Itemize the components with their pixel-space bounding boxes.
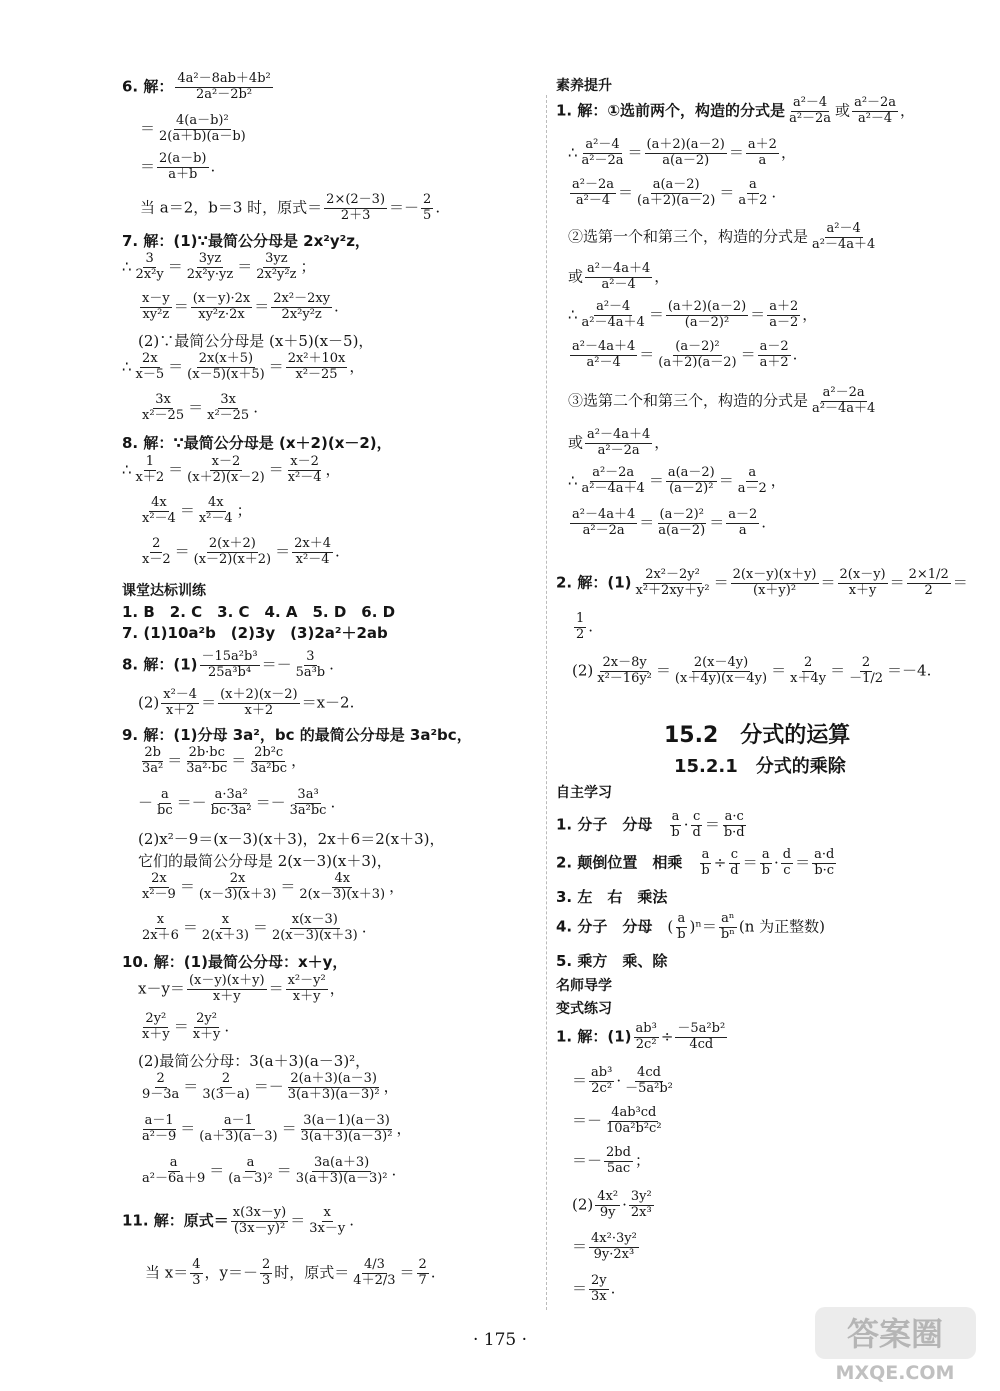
problem-6-line-2: ＝ $\frac{\text{4(a－b)²}}{2(a+b)(a-b)}$ [140, 113, 246, 144]
problem-9-line-2: $\frac{2b}{\text{3a²}}$ ＝ $\frac{2b\cdot bc}{\text{3a²·bc}}$ ＝ $\frac{\text{2b²c}}{\text{3a²bc}}$ ， [142, 745, 307, 776]
problem-6-line-4: 当 a＝2，b＝3 时，原式＝ $\frac{2\times(2-3)}{2+3}$ ＝－ $\frac{2}{5}$ . [140, 192, 441, 223]
problem-8-line-3: $\frac{4x}{\text{x²－4}}$ ＝ $\frac{4x}{\text{x²－4}}$ ； [142, 495, 252, 526]
problem-7-line-2: ∴ $\frac{3}{\text{2x²y}}$ ＝ $\frac{3yz}{\text{2x²y·yz}}$ ＝ $\frac{3yz}{\text{2x²y²z}}$ ； [122, 251, 316, 282]
self-study-1: 1. 分子 分母 $\frac{a}{b}$ · $\frac{c}{d}$ ＝ $\frac{a\cdot c}{b\cdot d}$ [556, 809, 745, 840]
q1-line-5: 或 $\frac{\text{a²－4a＋4}}{\text{a²－4}}$ ， [568, 261, 670, 292]
problem-7-line-6: $\frac{3x}{\text{x²－25}}$ ＝ $\frac{3x}{\text{x²－25}}$ . [142, 392, 258, 423]
section-heading-classroom: 课堂达标训练 [122, 583, 206, 599]
problem-7-line-3: $\frac{x-y}{\text{xy²z}}$ ＝ $\frac{(x-y)\cdot 2x}{\text{xy²z·2x}}$ ＝ $\frac{\text{2x²－2xy}}{\text{2x²y²z}}$ . [142, 291, 339, 322]
problem-10-line-3: $\frac{\text{2y²}}{x+y}$ ＝ $\frac{\text{2y²}}{x+y}$ . [142, 1011, 230, 1042]
problem-8-line-1: 8. 解：∵最简公分母是 (x＋2)(x－2)， [122, 434, 392, 452]
problem-7-line-4: (2)∵最简公分母是 (x＋5)(x－5)， [138, 332, 374, 350]
problem-10-line-7: $\frac{a}{\text{a²－6a＋9}}$ ＝ $\frac{a}{\text{(a－3)²}}$ ＝ $\frac{3a(a+3)}{\text{3(a＋3)(a－3)²}}$ . [142, 1155, 397, 1186]
q1-line-3: $\frac{\text{a²－2a}}{\text{a²－4}}$ ＝ $\frac{a(a-2)}{(a+2)(a-2)}$ ＝ $\frac{a}{a+2}$ . [572, 177, 777, 208]
variant-1-line-5: (2) $\frac{\text{4x²}}{9y}$ · $\frac{\text{3y²}}{\text{2x³}}$ [572, 1189, 652, 1220]
problem-10-line-5: $\frac{2}{9-3a}$ ＝ $\frac{2}{3(3-a)}$ ＝－ $\frac{2(a+3)(a-3)}{\text{3(a＋3)(a－3)²}}$ ， [142, 1071, 399, 1102]
q1-line-11: $\frac{\text{a²－4a＋4}}{\text{a²－2a}}$ ＝ $\frac{\text{(a－2)²}}{a(a-2)}$ ＝ $\frac{a-2}{a}$ . [572, 507, 767, 538]
fraction: $\frac{\text{4a²－8ab＋4b²}}{\text{2a²－2b²}}$ [177, 71, 271, 102]
problem-8-line-2: ∴ $\frac{1}{x+2}$ ＝ $\frac{x-2}{(x+2)(x-2)}$ ＝ $\frac{x-2}{\text{x²－4}}$ ， [122, 454, 341, 485]
section-heading-literacy: 素养提升 [556, 78, 612, 94]
problem-6-line-1: 6. 解： $\frac{\text{4a²－8ab＋4b²}}{\text{2a²－2b²}}$ [122, 71, 271, 102]
q1-line-1: 1. 解：①选前两个，构造的分式是 $\frac{\text{a²－4}}{\text{a²－2a}}$ 或 $\frac{\text{a²－2a}}{\text{a²－4}}$ ， [556, 95, 916, 126]
page-number: · 175 · [472, 1330, 528, 1350]
q1-line-9: 或 $\frac{\text{a²－4a＋4}}{\text{a²－2a}}$ ， [568, 427, 670, 458]
q1-line-4: ②选第一个和第三个，构造的分式是 $\frac{\text{a²－4}}{\text{a²－4a＋4}}$ [568, 221, 876, 252]
q2-line-3: (2) $\frac{2x-8y}{\text{x²－16y²}}$ ＝ $\frac{2(x-4y)}{(x+4y)(x-4y)}$ ＝ $\frac{2}{x+4y}$ ＝ $\frac{2}{-1/2}$ ＝－4. [572, 655, 932, 686]
section-heading-self-study: 自主学习 [556, 785, 612, 801]
fraction: $\frac{\text{4(a－b)²}}{2(a+b)(a-b)}$ [159, 113, 246, 144]
self-study-4: 4. 分子 分母 ( $\frac{a}{b}$ )ⁿ＝ $\frac{\text{aⁿ}}{\text{bⁿ}}$ (n 为正整数) [556, 911, 825, 942]
problem-8-line-4: $\frac{2}{x-2}$ ＝ $\frac{2(x+2)}{(x-2)(x+2)}$ ＝ $\frac{2x+4}{\text{x²－4}}$ . [142, 536, 340, 567]
variant-1-line-2: ＝ $\frac{\text{ab³}}{\text{2c²}}$ · $\frac{4cd}{\text{－5a²b²}}$ [572, 1065, 673, 1096]
q1-line-8: ③选第二个和第三个，构造的分式是 $\frac{\text{a²－2a}}{\text{a²－4a＋4}}$ [568, 385, 876, 416]
problem-9-line-7: $\frac{x}{2x+6}$ ＝ $\frac{x}{2(x+3)}$ ＝ $\frac{x(x-3)}{2(x-3)(x+3)}$ . [142, 912, 367, 943]
problem-10-line-4: (2)最简公分母：3(a＋3)(a－3)²， [138, 1052, 371, 1070]
q1-line-2: ∴ $\frac{\text{a²－4}}{\text{a²－2a}}$ ＝ $\frac{(a+2)(a-2)}{a(a-2)}$ ＝ $\frac{a+2}{a}$ ， [568, 137, 796, 168]
variant-1-line-4: ＝－ $\frac{2bd}{5ac}$ ； [572, 1145, 650, 1176]
problem-7-line-5: ∴ $\frac{2x}{x-5}$ ＝ $\frac{2x(x+5)}{(x-5)(x+5)}$ ＝ $\frac{\text{2x²＋10x}}{\text{x²－25}}$ ， [122, 351, 365, 382]
subsection-title: 15.2.1 分式的乘除 [674, 756, 846, 777]
variant-1-line-1: 1. 解：(1) $\frac{\text{ab³}}{\text{2c²}}$ ÷ $\frac{\text{－5a²b²}}{4cd}$ [556, 1021, 726, 1052]
variant-1-line-7: ＝ $\frac{2y}{3x}$ . [572, 1273, 616, 1304]
variant-1-line-6: ＝ $\frac{\text{4x²·3y²}}{\text{9y·2x³}}$ [572, 1231, 637, 1262]
watermark-logo [813, 1305, 978, 1385]
column-divider [546, 95, 547, 1310]
problem-10-line-6: $\frac{a-1}{\text{a²－9}}$ ＝ $\frac{a-1}{(a+3)(a-3)}$ ＝ $\frac{3(a-1)(a-3)}{\text{3(a＋3)(a－3)²}}$ ， [142, 1113, 412, 1144]
problem-9-line-6: $\frac{2x}{\text{x²－9}}$ ＝ $\frac{2x}{(x-3)(x+3)}$ ＝ $\frac{4x}{2(x-3)(x+3)}$ ， [142, 871, 405, 902]
section-heading-variant-practice: 变式练习 [556, 1001, 612, 1017]
q1-line-10: ∴ $\frac{\text{a²－2a}}{\text{a²－4a＋4}}$ ＝ $\frac{a(a-2)}{\text{(a－2)²}}$ ＝ $\frac{a}{a-2}$ ， [568, 465, 786, 496]
answers-1-6: 1. B 2. C 3. C 4. A 5. D 6. D [122, 603, 396, 621]
answers-7: 7. (1)10a²b (2)3y (3)2a²＋2ab [122, 624, 388, 642]
problem-9-line-1: 9. 解：(1)分母 3a²，bc 的最简公分母是 3a²bc， [122, 726, 472, 744]
watermark-top-text: 答案圈 [846, 1315, 944, 1353]
problem-9-line-5: 它们的最简公分母是 2(x－3)(x＋3)， [138, 852, 392, 870]
problem-8b-line-2: (2) $\frac{\text{x²－4}}{x+2}$ ＝ $\frac{(x+2)(x-2)}{x+2}$ ＝x－2. [138, 687, 355, 718]
problem-9-line-3: － $\frac{a}{bc}$ ＝－ $\frac{\text{a·3a²}}{\text{bc·3a²}}$ ＝－ $\frac{\text{3a³}}{\text{3a²bc}}$ . [138, 787, 336, 818]
problem-10-line-1: 10. 解：(1)最简公分母：x＋y， [122, 953, 348, 971]
self-study-2: 2. 颠倒位置 相乘 $\frac{a}{b}$ ÷ $\frac{c}{d}$ ＝ $\frac{a}{b}$ · $\frac{d}{c}$ ＝ $\frac{a\cdot d}{b\cdot c}$ [556, 847, 835, 878]
fraction: $\frac{2(a-b)}{a+b}$ [159, 151, 207, 182]
q2-line-2: $\frac{1}{2}$ . [576, 611, 594, 642]
problem-8b-line-1: 8. 解：(1) $\frac{\text{－15a²b³}}{\text{25a³b⁴}}$ ＝－ $\frac{3}{\text{5a³b}}$ . [122, 649, 334, 680]
problem-7-line-1: 7. 解：(1)∵最简公分母是 2x²y²z， [122, 232, 370, 250]
section-title: 15.2 分式的运算 [664, 723, 851, 748]
problem-11-line-2: 当 x＝ $\frac{4}{3}$ ，y＝－ $\frac{2}{3}$ 时，原式＝ $\frac{4/3}{4+2/3}$ ＝ $\frac{2}{7}$ . [145, 1257, 436, 1288]
q1-line-6: ∴ $\frac{\text{a²－4}}{\text{a²－4a＋4}}$ ＝ $\frac{(a+2)(a-2)}{\text{(a－2)²}}$ ＝ $\frac{a+2}{a-2}$ ， [568, 299, 818, 330]
section-heading-teacher-guide: 名师导学 [556, 978, 612, 994]
q2-line-1: 2. 解：(1) $\frac{\text{2x²－2y²}}{\text{x²＋2xy＋y²}}$ ＝ $\frac{2(x-y)(x+y)}{\text{(x＋y)²}}$ ＝ $\frac{2(x-y)}{x+y}$ ＝ $\frac{2\times 1/2}{2}$ ＝ [556, 567, 968, 598]
problem-6-line-3: ＝ $\frac{2(a-b)}{a+b}$ . [140, 151, 216, 182]
problem-11-line-1: 11. 解：原式＝ $\frac{x(3x-y)}{\text{(3x－y)²}}$ ＝ $\frac{x}{3x-y}$ . [122, 1205, 354, 1236]
problem-9-line-4: (2)x²－9＝(x－3)(x＋3)，2x＋6＝2(x＋3)， [138, 830, 445, 848]
watermark-bottom-text: MXQE.COM [835, 1362, 955, 1384]
self-study-3: 3. 左 右 乘法 [556, 888, 668, 906]
q1-line-7: $\frac{\text{a²－4a＋4}}{\text{a²－4}}$ ＝ $\frac{\text{(a－2)²}}{(a+2)(a-2)}$ ＝ $\frac{a-2}{a+2}$ . [572, 339, 798, 370]
problem-10-line-2: x－y＝ $\frac{(x-y)(x+y)}{x+y}$ ＝ $\frac{\text{x²－y²}}{x+y}$ ， [138, 973, 345, 1004]
variant-1-line-3: ＝－ $\frac{\text{4ab³cd}}{\text{10a²b²c²}}$ [572, 1105, 662, 1136]
self-study-5: 5. 乘方 乘、除 [556, 952, 668, 970]
fraction: $\frac{2}{5}$ [423, 192, 432, 223]
fraction: $\frac{2\times(2-3)}{2+3}$ [326, 192, 386, 223]
